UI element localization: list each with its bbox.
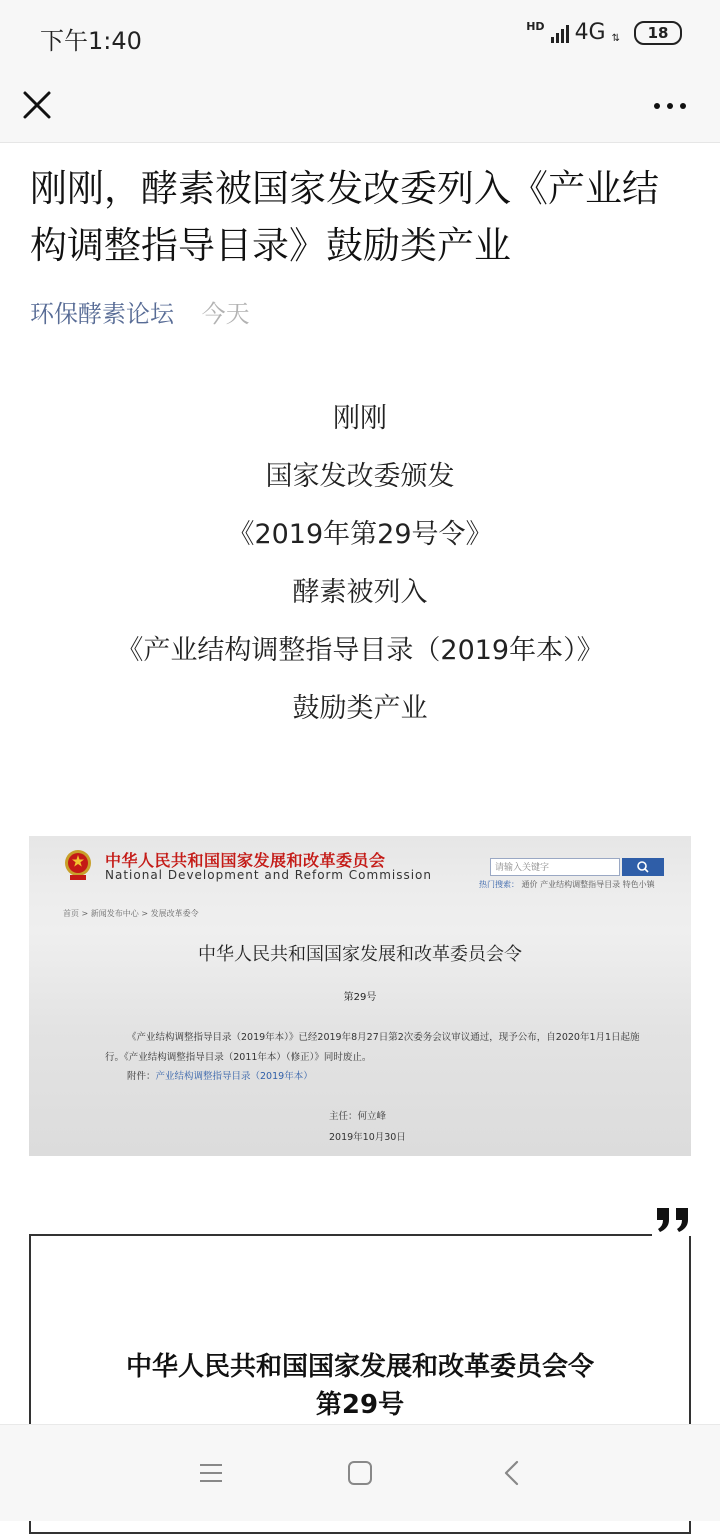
article-title: 刚刚，酵素被国家发改委列入《产业结构调整指导目录》鼓励类产业 xyxy=(30,167,659,267)
close-icon[interactable] xyxy=(20,88,54,122)
top-nav-bar xyxy=(0,70,720,143)
ndrc-order-number: 第29号 xyxy=(343,992,377,1003)
ndrc-breadcrumb: 首页 > 新闻发布中心 > 发展改革委令 xyxy=(63,909,199,918)
data-activity-icon: ⇅ xyxy=(611,33,620,44)
article-meta xyxy=(30,294,250,329)
intro-line: 《2019年第29号令》 xyxy=(227,519,493,550)
quote-mark-icon xyxy=(652,1196,694,1236)
ndrc-name-cn: 中华人民共和国国家发展和改革委员会 xyxy=(105,851,386,870)
ndrc-hot-search xyxy=(479,879,655,890)
ndrc-attachment xyxy=(127,1068,313,1082)
menu-icon[interactable] xyxy=(198,1461,224,1485)
attachment-label: 附件： xyxy=(127,1071,156,1082)
ndrc-name-en: National Development and Reform Commission xyxy=(105,868,432,882)
home-icon[interactable] xyxy=(347,1460,373,1486)
back-icon[interactable] xyxy=(500,1459,524,1487)
intro-line: 国家发改委颁发 xyxy=(265,461,455,492)
network-type: 4G xyxy=(574,20,606,45)
intro-lines xyxy=(0,390,720,738)
signal-icon xyxy=(551,23,569,43)
intro-line: 酵素被列入 xyxy=(292,577,428,608)
ndrc-search-button xyxy=(622,858,664,876)
hot-search-items: 通价 产业结构调整指导目录 特色小镇 xyxy=(521,880,655,889)
status-bar xyxy=(0,0,720,70)
ndrc-sign-date: 2019年10月30日 xyxy=(329,1132,406,1143)
hot-search-label: 热门搜索： xyxy=(479,880,519,889)
status-icons xyxy=(526,20,682,45)
intro-line: 鼓励类产业 xyxy=(292,693,428,724)
status-time: 下午1:40 xyxy=(40,27,142,55)
quote-heading-line1: 中华人民共和国国家发展和改革委员会令 xyxy=(125,1352,594,1382)
system-nav-bar xyxy=(0,1424,720,1521)
search-icon xyxy=(622,858,664,876)
publish-date: 今天 xyxy=(201,300,250,328)
ndrc-order-heading: 中华人民共和国国家发展和改革委员会令 xyxy=(198,944,522,965)
ndrc-screenshot-image[interactable] xyxy=(29,836,691,1156)
ndrc-signatory: 主任：何立峰 xyxy=(329,1111,387,1122)
ndrc-order-body: 《产业结构调整指导目录（2019年本）》已经2019年8月27日第2次委务会议审议通过，现予公布，自2020年1月1日起施行。《产业结构调整指导目录（2011年本）（修正）》同时废止。 xyxy=(105,1032,640,1063)
intro-line: 刚刚 xyxy=(333,403,387,434)
more-icon[interactable] xyxy=(652,96,688,116)
ndrc-search-field: 请输入关键字 xyxy=(490,858,620,876)
intro-line: 《产业结构调整指导目录（2019年本）》 xyxy=(116,635,604,666)
account-name-link[interactable]: 环保酵素论坛 xyxy=(30,300,174,328)
battery-icon: 18 xyxy=(634,21,682,45)
quote-heading xyxy=(0,1348,720,1424)
hd-badge: HD xyxy=(526,20,545,33)
national-emblem-icon xyxy=(63,848,93,882)
attachment-link: 产业结构调整指导目录（2019年本） xyxy=(155,1071,313,1082)
quote-heading-line2: 第29号 xyxy=(315,1390,405,1420)
